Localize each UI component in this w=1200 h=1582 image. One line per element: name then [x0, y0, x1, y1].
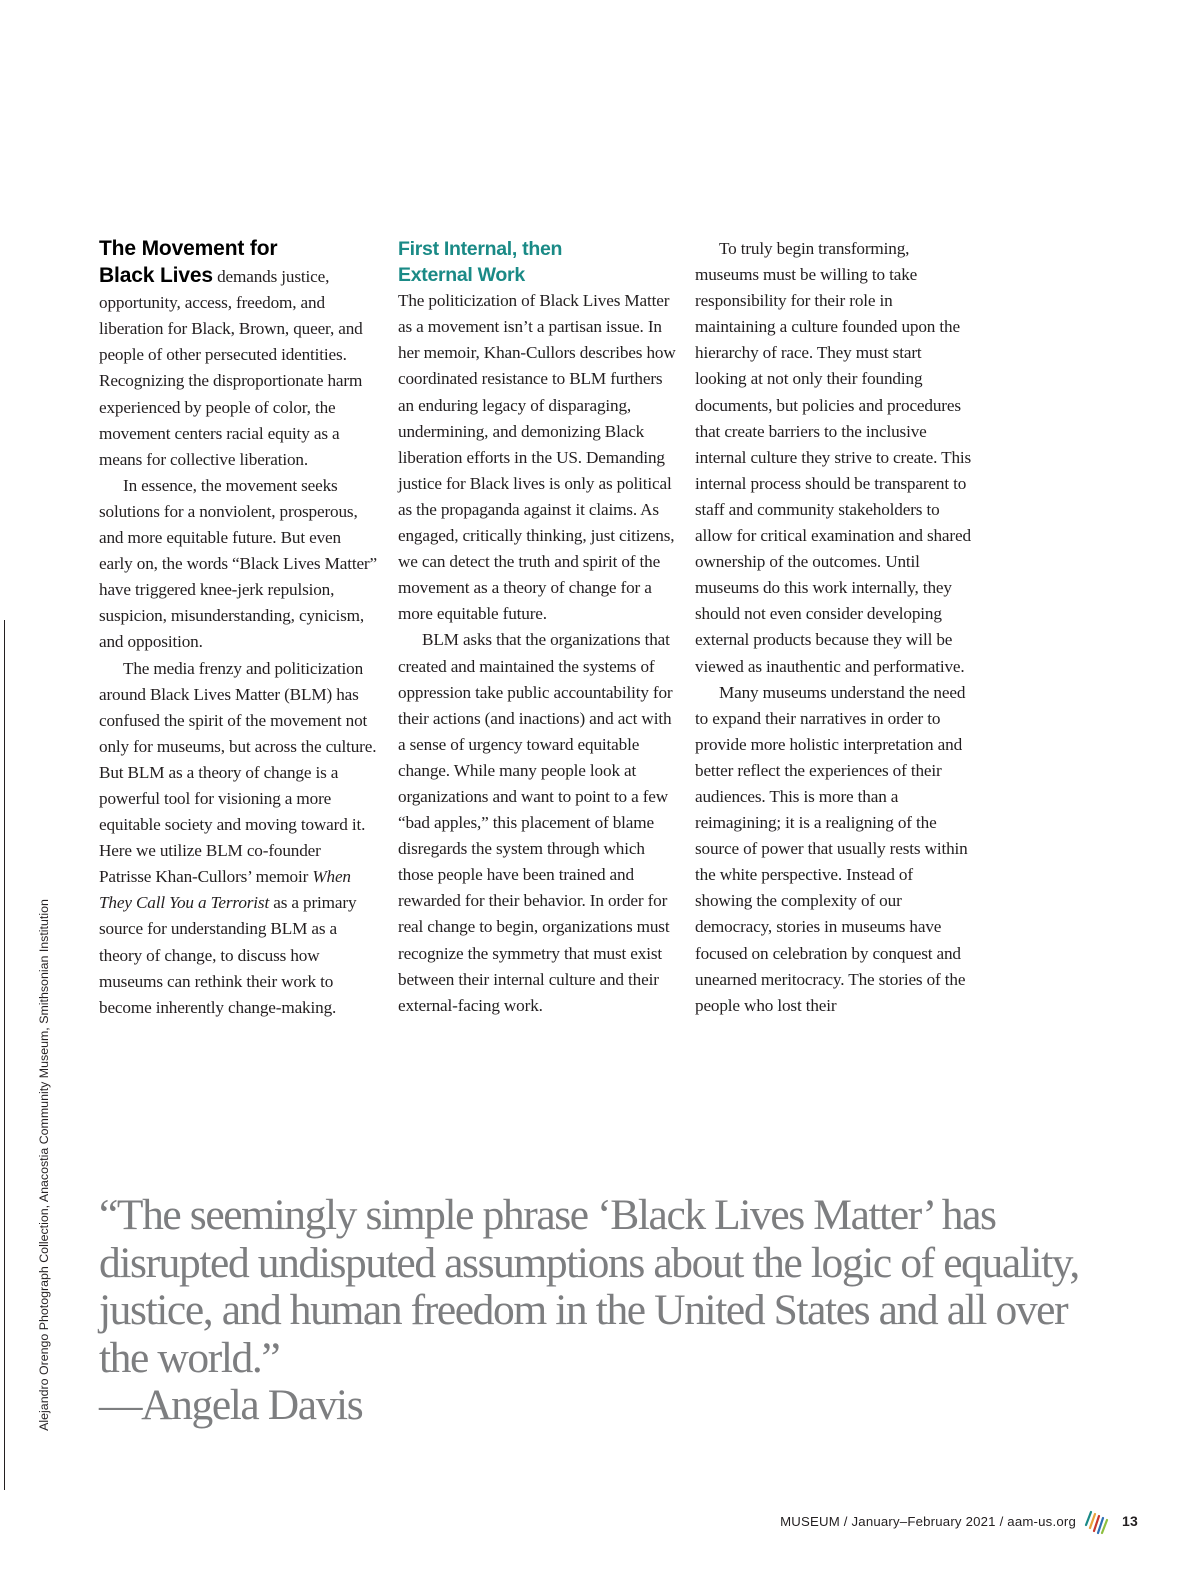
paragraph — [99, 656, 377, 1021]
column-1 — [99, 236, 377, 1021]
footer-text: MUSEUM / January–February 2021 / aam-us.org — [780, 1513, 1077, 1529]
aam-logo-icon — [1084, 1507, 1110, 1535]
photo-credit: Alejandro Orengo Photograph Collection, Anacostia Community Museum, Smithsonian Institution — [37, 899, 51, 1431]
paragraph: In essence, the movement seeks solutions for a nonviolent, prosperous, and more equitable future. But even early on, the words “Black Lives Matter” have triggered knee-jerk repulsion, suspicion, misunderstanding, cynicism, and opposition. — [99, 475, 377, 652]
paragraph: Many museums understand the need to expand their narratives in order to provide more holistic interpretation and better reflect the experiences of their audiences. This is more than a reimagining; it is a realigning of the source of power that usually rests within the white perspective. Instead of showing the complexity of our democracy, stories in museums have focused on celebration by conquest and unearned meritocracy. The stories of the people who lost their — [695, 682, 968, 1015]
margin-rule — [4, 620, 5, 1490]
intro-text: demands justice, opportunity, access, freedom, and liberation for Black, Brown, queer, and people of other persecuted identities. Recognizing the disproportionate harm experienced by people of color, the movement centers racial equity as a means for collective liberation. — [99, 267, 363, 469]
paragraph: BLM asks that the organizations that created and maintained the systems of oppression take public accountability for their actions (and inactions) and act with a sense of urgency toward equitable change. While many people look at organizations and want to point to a few “bad apples,” this placement of blame disregards the system through which those people have been trained and rewarded for their behavior. In order for real change to begin, organizations must recognize the symmetry that must exist between their internal culture and their external-facing work. — [398, 630, 673, 1015]
section-heading-line-1: First Internal, then — [398, 238, 563, 260]
section-heading — [398, 236, 676, 288]
page-number: 13 — [1122, 1513, 1138, 1529]
paragraph: The politicization of Black Lives Matter as a movement isn’t a partisan issue. In her memoir, Khan-Cullors describes how coordinated resistance to BLM furthers an enduring legacy of disparaging, undermining, and demonizing Black liberation efforts in the US. Demanding justice for Black lives is only as political as the propaganda against it claims. As engaged, critically thinking, just citizens, we can detect the truth and spirit of the movement as a theory of change for a more equitable future. — [398, 291, 676, 624]
page-footer — [780, 1511, 1138, 1531]
paragraph: To truly begin transforming, museums must be willing to take responsibility for their role in maintaining a culture founded upon the hierarchy of race. They must start looking at not only their founding documents, but policies and procedures that create barriers to the inclusive internal culture they strive to create. This internal process should be transparent to staff and community stakeholders to allow for critical examination and shared ownership of the outcomes. Until museums do this work internally, they should not even consider developing external products because they will be viewed as inauthentic and performative. — [695, 239, 972, 676]
intro-paragraph — [99, 236, 377, 473]
column-2 — [398, 236, 676, 1019]
book-title: When They Call You a Terrorist — [99, 867, 351, 913]
paragraph-text: The media frenzy and politicization around Black Lives Matter (BLM) has confused the spirit of the movement not only for museums, but across the culture. But BLM as a theory of change is a powerful tool for visioning a more equitable society and moving toward it. Here we utilize BLM co-founder Patrisse Khan-Cullors’ memoir — [99, 658, 377, 887]
lead-title-line-1: The Movement for — [99, 237, 278, 260]
lead-title-line-2: Black Lives — [99, 264, 213, 288]
section-heading-line-2: External Work — [398, 264, 525, 287]
quote-attribution: —Angela Davis — [99, 1381, 363, 1429]
column-3 — [695, 236, 973, 1019]
paragraph-text: as a primary source for understanding BLM as a theory of change, to discuss how museums can rethink their work to become inherently change-making. — [99, 893, 357, 1017]
quote-text: “The seemingly simple phrase ‘Black Lives Matter’ has disrupted undisputed assumptions about the logic of equality, justice, and human freedom in the United States and all over the world.” — [99, 1191, 1079, 1382]
pull-quote — [99, 1192, 1099, 1430]
